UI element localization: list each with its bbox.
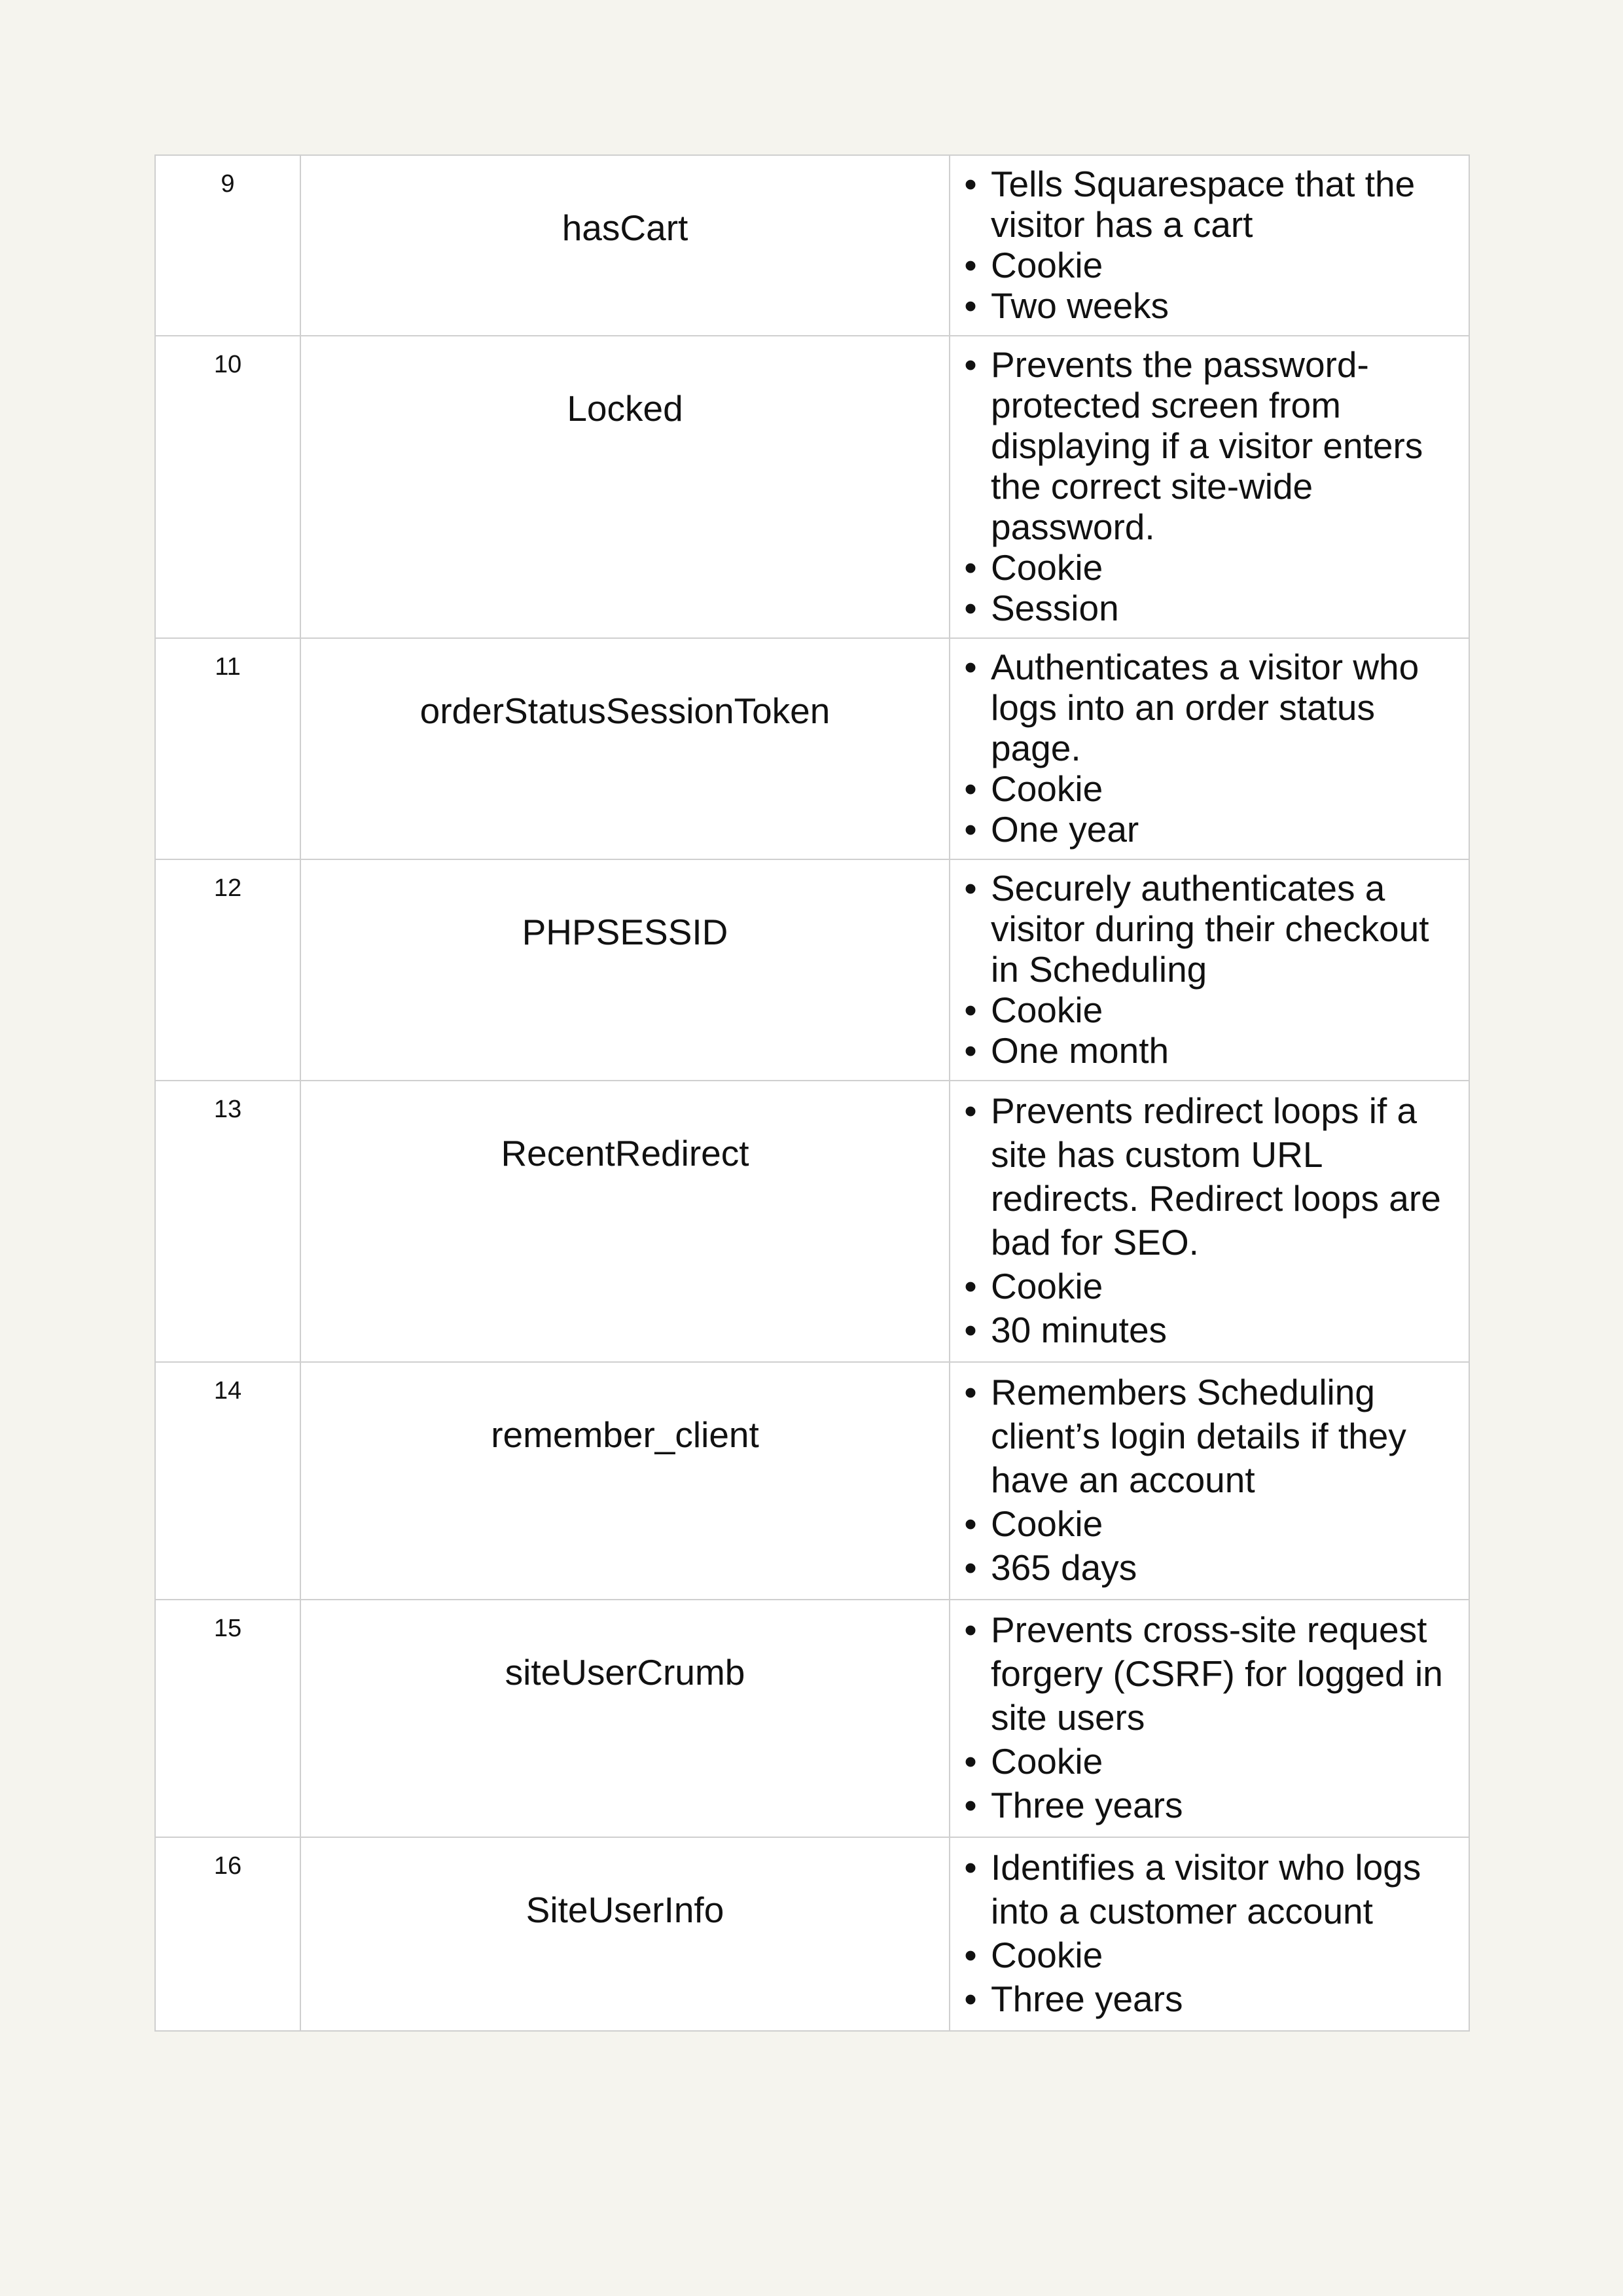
table-row — [155, 1362, 1469, 1600]
cookie-name: hasCart — [300, 155, 950, 336]
cookie-details — [950, 1362, 1469, 1600]
row-number: 13 — [155, 1081, 300, 1362]
detail-description: • Securely authenticates a visitor during their checkout in Scheduling — [961, 868, 1454, 990]
cookie-details — [950, 155, 1469, 336]
details-list — [961, 1846, 1454, 2021]
cookie-details — [950, 859, 1469, 1081]
detail-description: • Authenticates a visitor who logs into an order status page. — [961, 647, 1454, 768]
table-row — [155, 1081, 1469, 1362]
details-list — [961, 1608, 1454, 1827]
details-list — [961, 1089, 1454, 1352]
table-row — [155, 638, 1469, 859]
detail-type: • Cookie — [961, 245, 1454, 285]
detail-duration: • Two weeks — [961, 285, 1454, 326]
detail-type: • Cookie — [961, 990, 1454, 1030]
table-row — [155, 859, 1469, 1081]
cookie-name: orderStatusSessionToken — [300, 638, 950, 859]
cookie-table-body — [155, 155, 1469, 2031]
cookie-details — [950, 638, 1469, 859]
detail-description: • Prevents the password-protected screen from displaying if a visitor enters the correct site-wide password. — [961, 344, 1454, 547]
detail-duration: • 365 days — [961, 1546, 1454, 1590]
detail-description: • Tells Squarespace that the visitor has a cart — [961, 164, 1454, 245]
detail-duration: • Session — [961, 588, 1454, 628]
detail-duration: • One month — [961, 1030, 1454, 1071]
detail-duration: • Three years — [961, 1784, 1454, 1827]
details-list — [961, 1371, 1454, 1590]
row-number: 12 — [155, 859, 300, 1081]
cookie-details — [950, 1600, 1469, 1837]
cookie-name: RecentRedirect — [300, 1081, 950, 1362]
table-row — [155, 336, 1469, 638]
detail-type: • Cookie — [961, 1502, 1454, 1546]
cookie-name: SiteUserInfo — [300, 1837, 950, 2031]
details-list — [961, 647, 1454, 850]
cookie-table — [154, 154, 1470, 2032]
cookie-name: remember_client — [300, 1362, 950, 1600]
row-number: 10 — [155, 336, 300, 638]
cookie-name: siteUserCrumb — [300, 1600, 950, 1837]
row-number: 16 — [155, 1837, 300, 2031]
cookie-details — [950, 336, 1469, 638]
table-row — [155, 1837, 1469, 2031]
detail-description: • Prevents redirect loops if a site has custom URL redirects. Redirect loops are bad for SEO. — [961, 1089, 1454, 1265]
cookie-details — [950, 1081, 1469, 1362]
details-list — [961, 344, 1454, 628]
detail-type: • Cookie — [961, 547, 1454, 588]
cookie-name: Locked — [300, 336, 950, 638]
table-row — [155, 155, 1469, 336]
cookie-details — [950, 1837, 1469, 2031]
detail-type: • Cookie — [961, 768, 1454, 809]
cookie-name: PHPSESSID — [300, 859, 950, 1081]
detail-description: • Remembers Scheduling client’s login details if they have an account — [961, 1371, 1454, 1502]
details-list — [961, 164, 1454, 326]
detail-type: • Cookie — [961, 1933, 1454, 1977]
detail-type: • Cookie — [961, 1740, 1454, 1784]
row-number: 9 — [155, 155, 300, 336]
detail-duration: • One year — [961, 809, 1454, 850]
details-list — [961, 868, 1454, 1071]
detail-duration: • 30 minutes — [961, 1308, 1454, 1352]
row-number: 15 — [155, 1600, 300, 1837]
table-row — [155, 1600, 1469, 1837]
detail-description: • Identifies a visitor who logs into a customer account — [961, 1846, 1454, 1933]
detail-description: • Prevents cross-site request forgery (CSRF) for logged in site users — [961, 1608, 1454, 1740]
row-number: 11 — [155, 638, 300, 859]
detail-duration: • Three years — [961, 1977, 1454, 2021]
detail-type: • Cookie — [961, 1265, 1454, 1308]
row-number: 14 — [155, 1362, 300, 1600]
